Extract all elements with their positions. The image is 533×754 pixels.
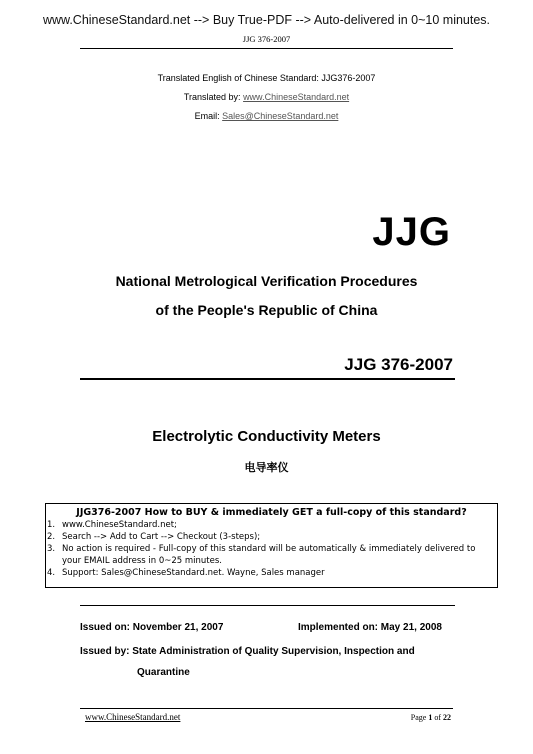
- dates-rule: [80, 605, 455, 606]
- page-current: 1: [428, 713, 433, 722]
- header-standard-code: JJG 376-2007: [242, 34, 291, 44]
- jjg-logo-text: JJG: [372, 210, 451, 254]
- footer-site-link[interactable]: www.ChineseStandard.net: [85, 712, 181, 722]
- procedures-title-line1: National Metrological Verification Procedures: [115, 273, 418, 289]
- buy-info-box: [45, 503, 498, 588]
- document-title: Electrolytic Conductivity Meters: [152, 428, 381, 445]
- buy-step-item: 3. No action is required - Full-copy of this standard will be automatically & immediately delivered to your EMAIL address in 0~25 minutes.: [47, 544, 476, 566]
- translated-by-line: [0, 92, 533, 102]
- buy-step-item: 2. Search --> Add to Cart --> Checkout (3-steps);: [47, 532, 261, 542]
- translated-by-label: Translated by:: [183, 92, 244, 102]
- page-indicator: Page 1 of 22: [410, 713, 451, 722]
- implemented-date: Implemented on: May 21, 2008: [298, 622, 442, 633]
- header-rule: [80, 48, 453, 49]
- top-banner: www.ChineseStandard.net --> Buy True-PDF --> Auto-delivered in 0~10 minutes.: [42, 13, 491, 27]
- issued-date: Issued on: November 21, 2007: [80, 622, 224, 633]
- translation-line: Translated English of Chinese Standard: JJG376-2007: [157, 73, 376, 83]
- page-total: 22: [443, 713, 451, 722]
- buy-box-heading: JJG376-2007 How to BUY & immediately GET a full-copy of this standard?: [76, 507, 467, 518]
- standard-number: JJG 376-2007: [344, 355, 453, 374]
- email-link[interactable]: Sales@ChineseStandard.net: [222, 111, 339, 121]
- buy-step-item: 4. Support: Sales@ChineseStandard.net. Wayne, Sales manager: [47, 568, 325, 578]
- buy-steps-list: [46, 519, 497, 579]
- email-line: [0, 111, 533, 121]
- issuer-line2: Quarantine: [137, 667, 190, 678]
- chinese-title: 电导率仪: [244, 462, 289, 474]
- buy-step-link[interactable]: www.ChineseStandard.net;: [62, 520, 177, 530]
- translator-website-link[interactable]: www.ChineseStandard.net: [243, 92, 350, 102]
- issuer-line1: Issued by: State Administration of Quality Supervision, Inspection and: [80, 646, 415, 657]
- procedures-title-line2: of the People's Republic of China: [155, 302, 378, 318]
- standard-number-rule: [80, 378, 455, 380]
- footer-rule: [80, 708, 453, 709]
- buy-step-item: 1. www.ChineseStandard.net;: [47, 520, 177, 530]
- email-label: Email:: [194, 111, 223, 121]
